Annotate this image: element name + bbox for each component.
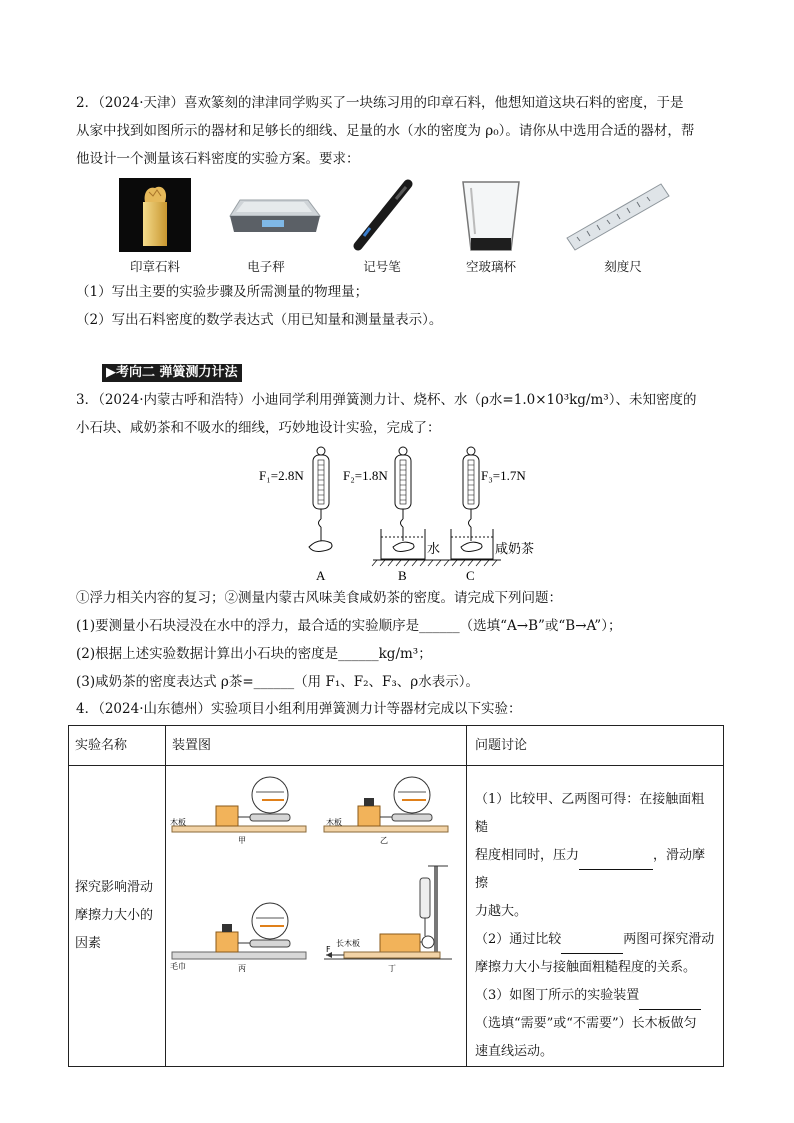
q2-requirement-2: （2）写出石料密度的数学表达式（用已知量和测量量表示）。 [76, 312, 443, 328]
force-label-f2: F₂=1.8N [343, 468, 388, 483]
experiment-table [68, 725, 724, 1067]
figure-label-b: B [398, 568, 407, 583]
label-force-f: F [326, 945, 331, 954]
discussion-1-line-3: 力越大。 [475, 904, 528, 919]
diagram-bing [170, 903, 306, 973]
label-muban-yi: 木板 [326, 818, 342, 827]
discussion-cell [467, 766, 724, 1067]
empty-glass-image [459, 178, 523, 254]
q3-part-3: (3)咸奶茶的密度表达式 ρ茶=______（用 F₁、F₂、F₃、ρ水表示）。 [76, 674, 479, 690]
q3-text-line-2: 小石块、咸奶茶和不吸水的细线，巧妙地设计实验，完成了： [76, 420, 441, 436]
discussion-1-line-2: 程度相同时，压力 ，滑动摩擦 [475, 848, 706, 891]
q2-requirement-1: （1）写出主要的实验步骤及所需测量的物理量； [76, 284, 369, 300]
q3-text-line-1: 3．（2024·内蒙古呼和浩特）小迪同学利用弹簧测力计、烧杯、水（ρ水=1.0×10³kg/m³）、未知密度的 [76, 392, 697, 408]
caption-marker-pen: 记号笔 [363, 259, 401, 274]
label-yi: 乙 [380, 836, 388, 845]
blank-1[interactable] [579, 855, 653, 870]
label-maojin: 毛巾 [170, 962, 186, 971]
q2-text-line-2: 从家中找到如图所示的器材和足够长的细线、足量的水（水的密度为 ρ₀）。请你从中选用合适的器材，帮 [76, 123, 695, 139]
force-label-f3: F₃=1.7N [481, 468, 526, 483]
q4-text-line-1: 4．（2024·山东德州）实验项目小组利用弹簧测力计等器材完成以下实验： [76, 701, 522, 717]
caption-glass: 空玻璃杯 [465, 259, 516, 274]
force-label-f1: F₁=2.8N [259, 468, 304, 483]
water-label: 水 [427, 541, 441, 556]
blank-2[interactable] [561, 939, 623, 954]
ruler-image [563, 180, 673, 252]
spring-scale-a [309, 447, 332, 552]
spring-scale-figure [255, 443, 555, 583]
discussion-2-line-2: 摩擦力大小与接触面粗糙程度的关系。 [475, 960, 697, 975]
spring-scale-c [451, 447, 493, 559]
marker-pen-image [348, 178, 418, 252]
q2-text-line-1: 2．（2024·天津）喜欢篆刻的津津同学购买了一块练习用的印章石料，他想知道这块石料的密度，于是 [76, 95, 684, 111]
discussion-3-line-1: （3）如图丁所示的实验装置 [475, 982, 715, 1010]
label-changmuban: 长木板 [336, 939, 360, 948]
caption-seal-stone: 印章石料 [129, 259, 180, 274]
milktea-label: 咸奶茶 [495, 541, 535, 556]
label-ding: 丁 [388, 964, 396, 973]
q3-part-1: (1)要测量小石块浸没在水中的浮力，最合适的实验顺序是______（选填“A→B”或“B→A”）； [76, 618, 622, 634]
diagram-jia [170, 777, 306, 845]
table-header-name: 实验名称 [69, 726, 166, 766]
label-muban-jia: 木板 [170, 818, 186, 827]
blank-3[interactable] [639, 995, 701, 1010]
electronic-scale-image [226, 182, 322, 242]
spring-scale-b [381, 447, 425, 559]
diagram-ding [324, 866, 452, 973]
table-header-discussion: 问题讨论 [467, 726, 724, 766]
q2-text-line-3: 他设计一个测量该石料密度的实验方案。要求： [76, 151, 360, 167]
discussion-2-line-1: （2）通过比较 两图可探究滑动 [475, 926, 715, 954]
discussion-3-line-2: （选填“需要”或“不需要”）长木板做匀 [475, 1016, 697, 1031]
diagram-yi [324, 777, 448, 845]
caption-ruler: 刻度尺 [604, 259, 642, 274]
table-header-diagram: 装置图 [166, 726, 467, 766]
q3-intro: ①浮力相关内容的复习；②测量内蒙古风味美食咸奶茶的密度。请完成下列问题： [76, 590, 562, 606]
figure-label-a: A [316, 568, 326, 583]
label-bing: 丙 [238, 964, 246, 973]
caption-scale: 电子秤 [247, 259, 285, 274]
label-jia: 甲 [238, 836, 246, 845]
figure-label-c: C [466, 568, 475, 583]
experiment-name: 探究影响滑动摩擦力大小的因素 [69, 766, 166, 1067]
q3-part-2: (2)根据上述实验数据计算出小石块的密度是______kg/m³； [76, 646, 432, 662]
discussion-1-line-1: （1）比较甲、乙两图可得：在接触面粗糙 [475, 792, 705, 835]
section-heading: ▶考向二 弹簧测力计法 [102, 364, 242, 382]
friction-diagram-cell [166, 766, 467, 1067]
discussion-3-line-3: 速直线运动。 [475, 1044, 554, 1059]
seal-stone-image [119, 178, 191, 252]
friction-diagram [166, 766, 454, 1022]
